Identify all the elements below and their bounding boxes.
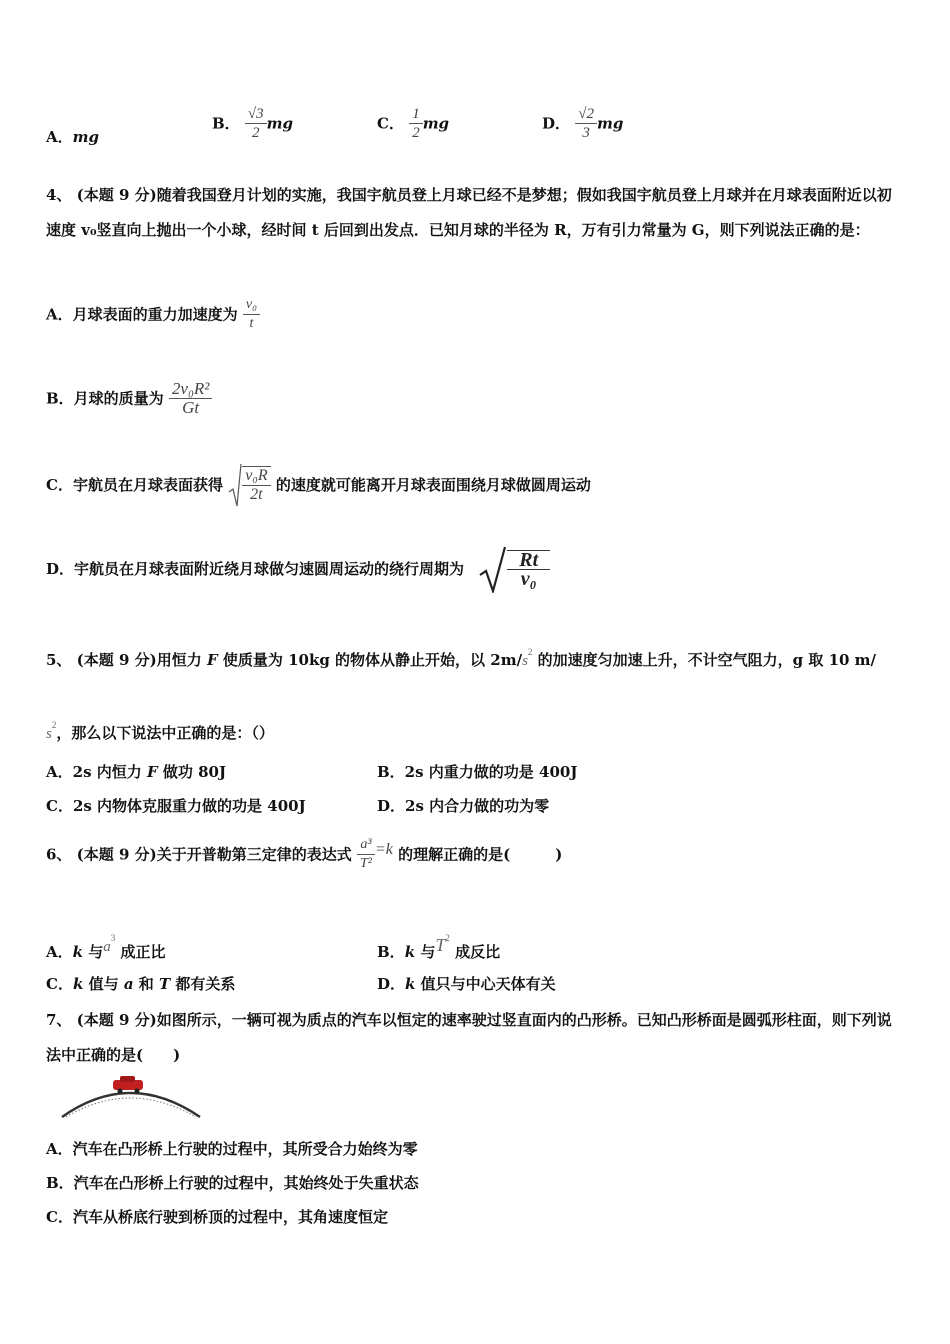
q3-option-a [46, 127, 99, 147]
fraction-denominator: t [249, 316, 254, 331]
fraction [243, 296, 260, 333]
text: 成正比 [115, 943, 166, 961]
q4-stem: 4、 (本题 9 分)随着我国登月计划的实施，我国宇航员登上月球已经不是梦想；假如我国宇航员登上月球并在月球表面附近以初速度 v₀竖直向上抛出一个小球，经时间 t 后回到出发点．已知月球的半径为 R，万有引力常量为 G，则下列说法正确的是： [46, 186, 892, 239]
variable-a: a [123, 975, 134, 993]
text: 的加速度匀加速上升，不计空气阻力，g 取 10 m/ [532, 651, 877, 669]
text: 与 [415, 943, 436, 961]
car-wheel-icon [135, 1089, 140, 1094]
option-text: C．宇航员在月球表面获得 [46, 476, 223, 494]
text: 做功 80J [157, 763, 227, 781]
q6-option-d [377, 974, 556, 994]
fraction-numerator: Rt [507, 551, 550, 570]
superscript: 2 [51, 720, 57, 730]
text: 成反比 [449, 943, 501, 961]
radical-sign-icon [479, 545, 507, 593]
q7-option-b: B．汽车在凸形桥上行驶的过程中，其始终处于失重状态 [46, 1174, 419, 1192]
text: 6、 (本题 9 分)关于开普勒第三定律的表达式 [46, 845, 352, 864]
fraction-denominator: 2 [412, 125, 420, 141]
text: ，那么以下说法中正确的是：（） [56, 724, 274, 742]
q4-option-b [46, 380, 212, 417]
fraction [242, 466, 270, 504]
q7-option-c: C．汽车从桥底行驶到桥顶的过程中，其角速度恒定 [46, 1208, 388, 1226]
fraction [409, 105, 423, 142]
q4-option-c [46, 462, 591, 508]
superscript: 2 [527, 647, 533, 657]
t-squared [435, 935, 450, 955]
fraction-numerator: 2v₀R² [169, 380, 212, 399]
q5-option-c: C．2s 内物体克服重力做的功是 400J [46, 797, 306, 815]
option-unit: mg [422, 114, 450, 133]
variable-F: F [206, 651, 218, 669]
q5-option-d: D．2s 内合力做的功为零 [377, 797, 550, 815]
q4-option-a [46, 296, 260, 333]
radical-sign-icon [228, 462, 242, 508]
fraction [575, 105, 597, 142]
q6-stem [46, 836, 562, 873]
fraction-numerator: 1 [409, 105, 423, 124]
text: 与 [83, 943, 104, 961]
q3-option-d [542, 105, 623, 142]
option-label: C． [377, 114, 404, 133]
q7-stem: 7、 (本题 9 分)如图所示，一辆可视为质点的汽车以恒定的速率驶过竖直面内的凸形桥。已知凸形桥面是圆弧形柱面，则下列说法中正确的是( ) [46, 1011, 892, 1064]
a-cubed [103, 933, 116, 955]
text: 值只与中心天体有关 [415, 975, 556, 993]
variable-T: T [159, 975, 171, 993]
q5-stem-line1 [46, 642, 876, 671]
text: 和 [133, 975, 159, 993]
text: 使质量为 10kg 的物体从静止开始，以 2m/ [217, 651, 523, 669]
bridge-arc [62, 1093, 200, 1117]
option-text-tail: 的速度就可能离开月球表面围绕月球做圆周运动 [275, 476, 591, 494]
convex-bridge-figure [58, 1075, 204, 1121]
fraction [169, 380, 212, 417]
option-unit: mg [596, 114, 624, 133]
variable-k: k [72, 943, 84, 961]
q6-option-a [46, 928, 166, 962]
unit-s: s [522, 653, 528, 669]
q5-option-a [46, 762, 226, 782]
text: 值与 [83, 975, 124, 993]
q6-option-c [46, 974, 235, 994]
fraction [357, 836, 375, 873]
variable-T: T [435, 935, 446, 955]
variable-F: F [146, 763, 158, 781]
unit-s-squared [46, 720, 57, 742]
option-text: B．月球的质量为 [46, 389, 164, 408]
variable-k: k [405, 975, 416, 993]
text: A．2s 内恒力 [46, 763, 147, 781]
q7-option-a: A．汽车在凸形桥上行驶的过程中，其所受合力始终为零 [46, 1140, 418, 1158]
q3-option-b [212, 105, 293, 142]
fraction-numerator: √3 [245, 105, 267, 124]
bridge-hatching [66, 1098, 196, 1117]
variable-a: a [103, 939, 111, 955]
superscript: 3 [110, 933, 116, 943]
fraction-denominator: Gt [182, 398, 200, 417]
text: D． [377, 975, 406, 993]
fraction-numerator: a³ [357, 836, 375, 855]
option-label: D． [542, 114, 571, 133]
q3-option-c [377, 105, 449, 142]
fraction-numerator: v₀ [243, 296, 260, 315]
variable-k: k [404, 943, 416, 961]
option-text: A．月球表面的重力加速度为 [46, 305, 238, 324]
text: 都有关系 [170, 975, 236, 993]
unit-s-squared [522, 647, 533, 669]
fraction-numerator: v₀R [242, 467, 270, 486]
text: A． [46, 943, 73, 961]
fraction-numerator: √2 [575, 105, 597, 124]
variable-k: k [72, 975, 84, 993]
q5-stem-line2 [46, 715, 274, 744]
q4-option-d [46, 545, 550, 593]
superscript: 2 [445, 933, 450, 943]
sqrt-expression [479, 545, 550, 593]
text: B． [377, 943, 405, 961]
option-label: A． [46, 128, 73, 146]
fraction-denominator: T² [359, 856, 372, 871]
text: 的理解正确的是( ) [398, 845, 563, 864]
fraction-denominator: 2 [252, 125, 260, 141]
q5-option-b: B．2s 内重力做的功是 400J [377, 763, 578, 781]
q6-option-b [377, 928, 500, 962]
car-roof-icon [120, 1076, 135, 1082]
fraction-denominator: v₀ [520, 568, 537, 590]
car-wheel-icon [118, 1089, 123, 1094]
unit-s: s [46, 726, 52, 742]
option-label: B． [212, 114, 240, 133]
text: C． [46, 975, 73, 993]
option-unit: mg [266, 114, 294, 133]
fraction-denominator: 2t [250, 486, 263, 503]
fraction-denominator: 3 [582, 125, 590, 141]
option-text: D．宇航员在月球表面附近绕月球做匀速圆周运动的绕行周期为 [46, 560, 465, 578]
option-value: mg [72, 128, 100, 146]
fraction [245, 105, 267, 142]
sqrt-expression [228, 462, 270, 508]
equals-k: =k [374, 841, 393, 859]
text: 5、 (本题 9 分)用恒力 [46, 651, 207, 669]
fraction [507, 550, 550, 588]
